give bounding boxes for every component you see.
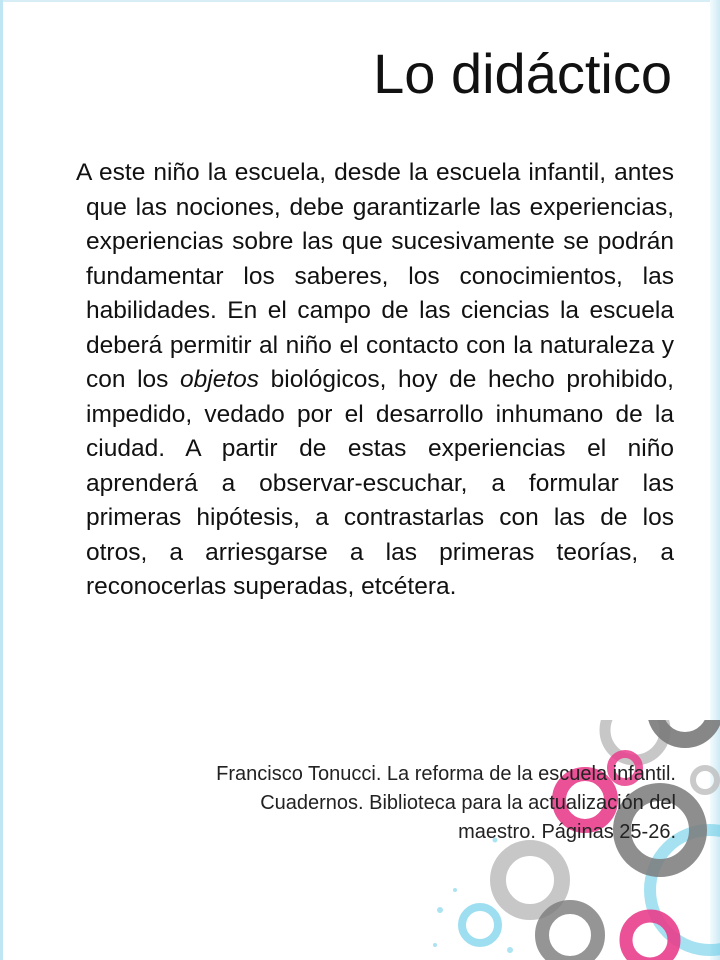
quote-emphasis-word: objetos bbox=[180, 366, 260, 393]
citation-line-2: Cuadernos. Biblioteca para la actualización del bbox=[260, 792, 676, 814]
deco-ring-light-gray-tiny bbox=[693, 768, 717, 792]
quote-text-part-1: A este niño la escuela, desde la escuela infantil, antes que las nociones, debe garantizarle las experiencias, experiencias sobre las que sucesivamente se podrán fundamentar los saberes, los conocimientos, las habilidades. En el campo de las ciencias la escuela deberá permitir al niño el contacto con la naturaleza y con los bbox=[76, 159, 674, 393]
quote-text-part-2: biológicos, hoy de hecho prohibido, impedido, vedado por el desarrollo inhumano de la ciudad. A partir de estas experiencias el niño aprenderá a observar-escuchar, a formular las primeras hipótesis, a contrastarlas con las de los otros, a arriesgarse a las primeras teorías, a reconocerlas superadas, etcétera. bbox=[86, 366, 674, 600]
left-edge-border bbox=[0, 0, 3, 960]
quote-paragraph bbox=[76, 156, 674, 605]
deco-ring-light-gray-left bbox=[498, 848, 562, 912]
citation-line-1: Francisco Tonucci. La reforma de la escuela infantil. bbox=[216, 763, 676, 785]
top-edge-border bbox=[0, 0, 720, 2]
deco-ring-cyan-small bbox=[462, 907, 498, 943]
slide-title: Lo didáctico bbox=[373, 42, 672, 105]
deco-ring-gray-top bbox=[655, 720, 715, 740]
deco-ring-gray-bottom bbox=[542, 907, 598, 960]
citation bbox=[100, 760, 676, 847]
citation-line-3: maestro. Páginas 25-26. bbox=[458, 821, 676, 843]
